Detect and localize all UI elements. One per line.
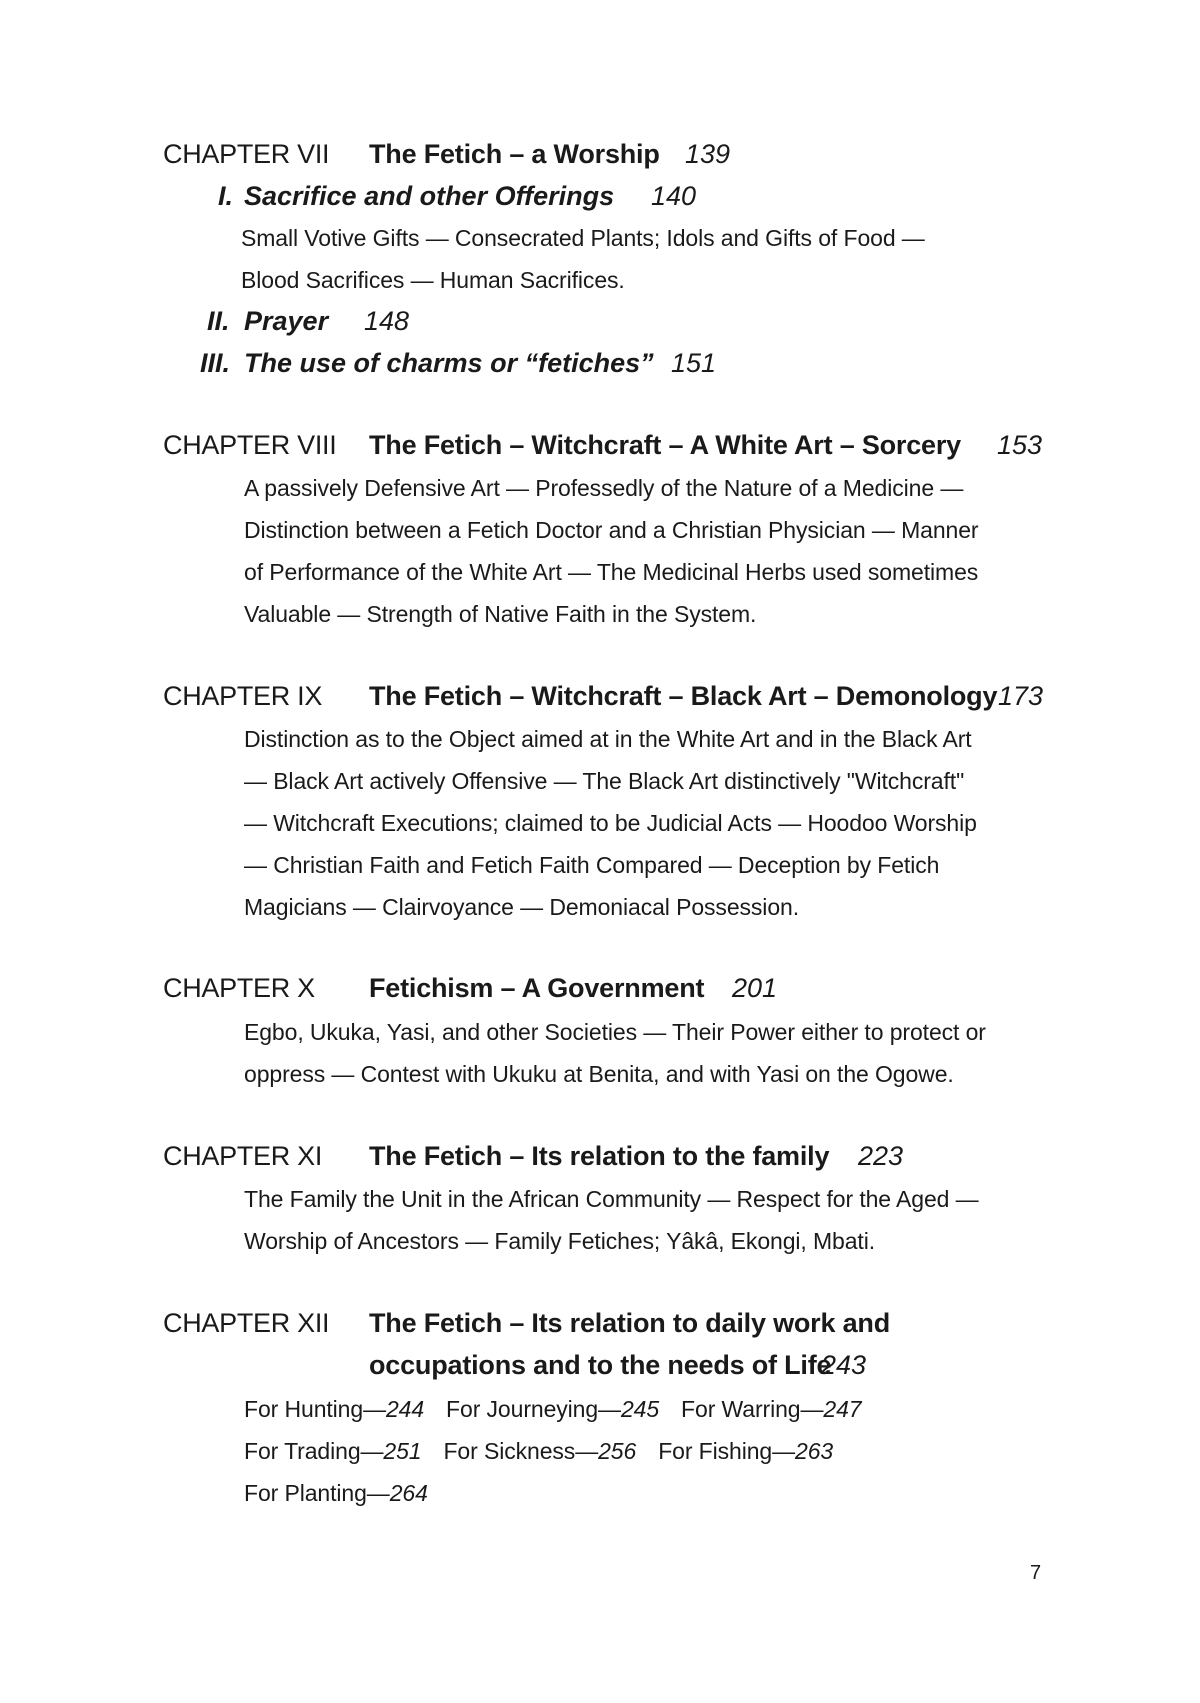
occupation-page: 251 xyxy=(383,1438,422,1464)
page-number: 201 xyxy=(732,973,778,1003)
description-line: — Christian Faith and Fetich Faith Compared — Deception by Fetich xyxy=(244,852,940,878)
page-number: 223 xyxy=(858,1141,904,1171)
description-line: — Black Art actively Offensive — The Black Art distinctively "Witchcraft" xyxy=(244,768,965,794)
description-line: Egbo, Ukuka, Yasi, and other Societies — Their Power either to protect or xyxy=(244,1019,986,1045)
occupation-item xyxy=(244,1480,428,1507)
description-line: Worship of Ancestors — Family Fetiches; Yâkâ, Ekongi, Mbati. xyxy=(244,1228,876,1254)
section-number: II. xyxy=(207,306,230,336)
chapter-title-continued: occupations and to the needs of Life xyxy=(369,1350,832,1380)
occupation-page: 264 xyxy=(389,1480,428,1506)
occupation-label: For Planting— xyxy=(244,1480,390,1506)
chapter-label: CHAPTER XII xyxy=(163,1308,330,1338)
page-number: 139 xyxy=(685,139,731,169)
section-title: The use of charms or “fetiches” xyxy=(244,348,654,378)
description-line: of Performance of the White Art — The Medicinal Herbs used sometimes xyxy=(244,559,979,585)
chapter-label: CHAPTER VIII xyxy=(163,430,337,460)
chapter-label: CHAPTER IX xyxy=(163,681,323,711)
description-line: Magicians — Clairvoyance — Demoniacal Possession. xyxy=(244,894,799,920)
occupation-line xyxy=(244,1438,855,1465)
page-folio: 7 xyxy=(1030,1562,1042,1584)
description-line: Small Votive Gifts — Consecrated Plants; Idols and Gifts of Food — xyxy=(241,225,925,251)
occupation-label: For Sickness— xyxy=(443,1438,599,1464)
occupation-page: 247 xyxy=(823,1396,862,1422)
page-number: 140 xyxy=(651,181,697,211)
page-number: 151 xyxy=(671,348,717,378)
occupation-line xyxy=(244,1480,450,1507)
occupation-label: For Journeying— xyxy=(446,1396,621,1422)
occupation-label: For Warring— xyxy=(681,1396,824,1422)
occupation-label: For Trading— xyxy=(244,1438,384,1464)
chapter-title: The Fetich – Its relation to daily work and xyxy=(369,1308,890,1338)
chapter-title: Fetichism – A Government xyxy=(369,973,705,1003)
description-line: oppress — Contest with Ukuku at Benita, and with Yasi on the Ogowe. xyxy=(244,1061,954,1087)
description-line: — Witchcraft Executions; claimed to be Judicial Acts — Hoodoo Worship xyxy=(244,810,977,836)
occupation-page: 263 xyxy=(795,1438,834,1464)
page-number: 153 xyxy=(997,430,1043,460)
occupation-item xyxy=(446,1396,659,1423)
occupation-item xyxy=(443,1438,636,1465)
description-line: Valuable — Strength of Native Faith in the System. xyxy=(244,601,757,627)
section-title: Prayer xyxy=(244,306,329,336)
occupation-label: For Fishing— xyxy=(658,1438,796,1464)
page-number: 243 xyxy=(821,1350,867,1380)
occupation-item xyxy=(681,1396,861,1423)
chapter-label: CHAPTER VII xyxy=(163,139,330,169)
section-title: Sacrifice and other Offerings xyxy=(244,181,615,211)
occupation-item xyxy=(658,1438,833,1465)
occupation-line xyxy=(244,1396,883,1423)
chapter-label: CHAPTER XI xyxy=(163,1141,323,1171)
chapter-title: The Fetich – Witchcraft – Black Art – Demonology xyxy=(369,681,998,711)
chapter-title: The Fetich – Witchcraft – A White Art – Sorcery xyxy=(369,430,961,460)
chapter-title: The Fetich – a Worship xyxy=(369,139,660,169)
chapter-label: CHAPTER X xyxy=(163,973,315,1003)
section-number: I. xyxy=(218,181,234,211)
section-number: III. xyxy=(200,348,231,378)
occupation-page: 244 xyxy=(385,1396,425,1422)
occupation-label: For Hunting— xyxy=(244,1396,386,1422)
description-line: Distinction between a Fetich Doctor and a Christian Physician — Manner xyxy=(244,517,979,543)
occupation-item xyxy=(244,1396,424,1423)
occupation-page: 245 xyxy=(620,1396,660,1422)
description-line: Blood Sacrifices — Human Sacrifices. xyxy=(241,267,625,293)
page-number: 173 xyxy=(998,681,1044,711)
chapter-title: The Fetich – Its relation to the family xyxy=(369,1141,830,1171)
occupation-page: 256 xyxy=(598,1438,637,1464)
description-line: The Family the Unit in the African Community — Respect for the Aged — xyxy=(244,1186,979,1212)
occupation-item xyxy=(244,1438,421,1465)
description-line: A passively Defensive Art — Professedly of the Nature of a Medicine — xyxy=(244,475,964,501)
page-number: 148 xyxy=(364,306,410,336)
description-line: Distinction as to the Object aimed at in the White Art and in the Black Art xyxy=(244,726,972,752)
